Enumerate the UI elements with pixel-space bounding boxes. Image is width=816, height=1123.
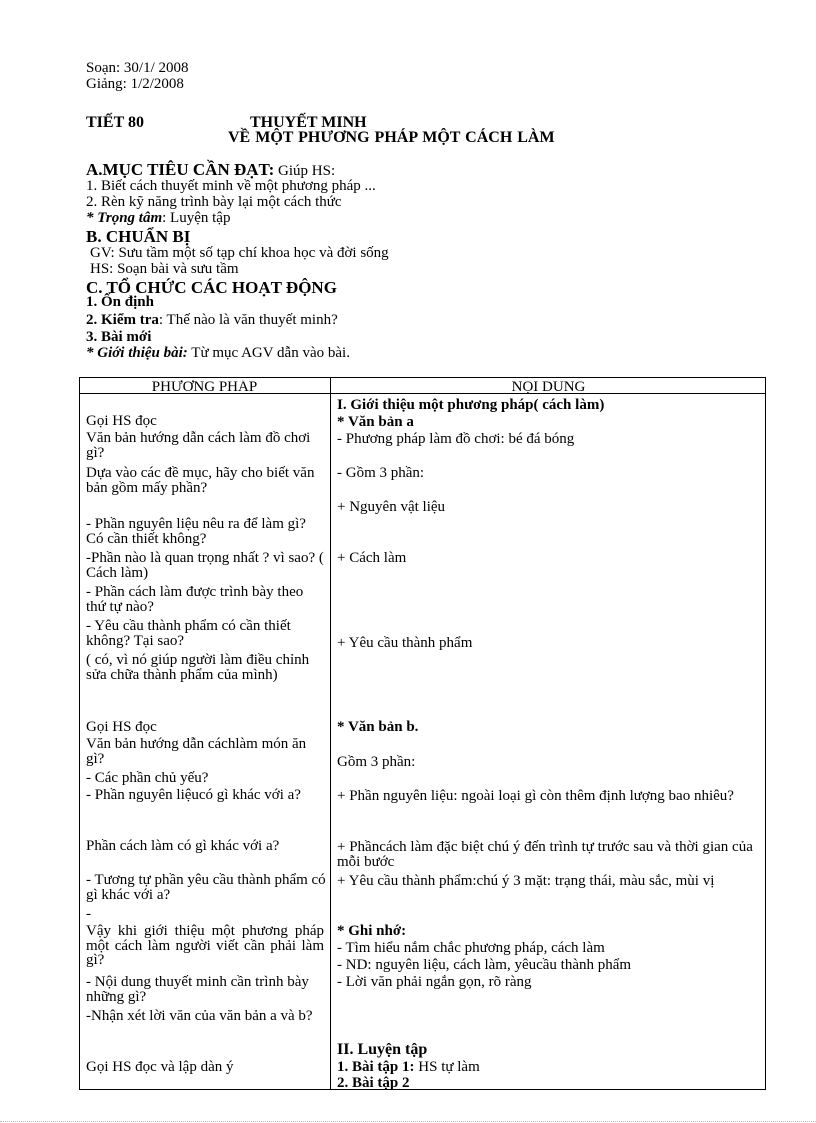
content-text-b-line: Gồm 3 phần: [337,754,416,770]
title-line-2: VỀ MỘT PHƯƠNG PHÁP MỘT CÁCH LÀM [228,129,555,146]
method-item: Gọi HS đọc [86,413,157,429]
step-1: 1. Ổn định [86,294,154,310]
content-text-a-part: + Yêu cầu thành phẩm [337,635,473,651]
content-section-1: I. Giới thiệu một phương pháp( cách làm) [337,397,605,413]
method-item: Dựa vào các đề mục, hãy cho biết văn bản gồm mấy phần? [86,465,315,496]
section-b-heading: B. CHUẨN BỊ [86,227,191,246]
lesson-number: TIẾT 80 [86,114,144,131]
prep-student: HS: Soạn bài và sưu tầm [90,261,239,277]
content-remember-item: - Tìm hiểu nắm chắc phương pháp, cách làm [337,940,605,956]
method-item: - [86,906,91,922]
method-item: - Tương tự phần yêu cầu thành phẩm có gì khác với a? [86,872,326,903]
objective-1: 1. Biết cách thuyết minh về một phương pháp ... [86,178,376,194]
content-text-b-part: + Yêu cầu thành phẩm:chú ý 3 mặt: trạng thái, màu sắc, mùi vị [337,873,715,889]
section-a-heading: A.MỤC TIÊU CẦN ĐẠT: [86,160,275,179]
section-a-heading-suffix: Giúp HS: [278,163,336,179]
method-item: - Phần cách làm được trình bày theo thứ tự nào? [86,584,304,615]
method-item: ( có, vì nó giúp người làm điều chỉnh sửa chữa thành phẩm của mình) [86,652,310,683]
content-section-2: II. Luyện tập [337,1041,428,1058]
col-header-content: NỘI DUNG [511,380,586,394]
content-text-b-part: + Phầncách làm đặc biệt chú ý đến trình tự trước sau và thời gian của mỗi bước [337,839,753,870]
method-item: Gọi HS đọc và lập dàn ý [86,1059,234,1075]
method-item: -Phần nào là quan trọng nhất ? vì sao? ( Cách làm) [86,550,324,581]
method-item: - Phần nguyên liệucó gì khác với a? [86,787,301,803]
content-text-a-line: - Phương pháp làm đồ chơi: bé đá bóng [337,431,575,447]
intro-value: Từ mục AGV dẫn vào bài. [187,345,350,361]
method-item: Vậy khi giới thiệu một phương pháp một cách làm người viết cần phải làm gì? [86,923,324,969]
section-a-heading-row [86,162,335,179]
method-item: Phần cách làm có gì khác với a? [86,838,280,854]
page-bottom-dotted-line [0,1121,816,1122]
content-text-a-line: - Gồm 3 phần: [337,465,425,481]
step-2-label: 2. Kiểm tra [86,312,159,328]
method-item: Gọi HS đọc [86,719,157,735]
intro-row [86,346,350,361]
focus-value: : Luyện tập [162,210,231,226]
content-text-a-part: + Nguyên vật liệu [337,499,446,515]
focus-row [86,211,230,226]
section-c-heading: C. TỔ CHỨC CÁC HOẠT ĐỘNG [86,278,337,297]
method-item: - Phần nguyên liệu nêu ra để làm gì? Có cần thiết không? [86,516,306,547]
content-text-b-heading: * Văn bản b. [337,719,419,735]
table-column-divider [330,377,331,1090]
prep-teacher: GV: Sưu tầm một số tạp chí khoa học và đời sống [90,245,389,261]
content-text-a-part: + Cách làm [337,550,407,566]
content-remember-item: - ND: nguyên liệu, cách làm, yêucầu thành phẩm [337,957,632,973]
exercise-1-value: HS tự làm [414,1059,480,1075]
date-giang: Giảng: 1/2/2008 [86,76,184,92]
exercise-2-label: 2. Bài tập 2 [337,1076,410,1089]
method-item: Văn bản hướng dẫn cách làm đồ chơi gì? [86,430,311,461]
step-2-row [86,313,338,328]
content-remember-heading: * Ghi nhớ: [337,923,407,939]
date-soan: Soạn: 30/1/ 2008 [86,60,189,76]
method-item: - Nội dung thuyết minh cần trình bày những gì? [86,974,309,1005]
exercise-1-label: 1. Bài tập 1: [337,1059,415,1075]
focus-label: * Trọng tâm [86,210,163,226]
method-item: - Các phần chủ yếu? [86,770,209,786]
content-text-b-part: + Phần nguyên liệu: ngoài loại gì còn thêm định lượng bao nhiêu? [337,788,734,804]
step-2-value: : Thế nào là văn thuyết minh? [158,312,338,328]
step-3: 3. Bài mới [86,329,152,345]
exercise-1-row [337,1060,762,1075]
col-header-method: PHƯƠNG PHÁP [151,380,258,394]
content-remember-item: - Lời văn phải ngắn gọn, rõ ràng [337,974,532,990]
method-item: Văn bản hướng dẫn cáchlàm món ăn gì? [86,736,307,767]
method-item: - Yêu cầu thành phẩm có cần thiết không? Tại sao? [86,618,291,649]
intro-label: * Giới thiệu bài: [86,345,188,361]
content-text-a-heading: * Văn bản a [337,414,414,430]
title-line-1: THUYẾT MINH [250,114,367,131]
objective-2: 2. Rèn kỹ năng trình bày lại một cách thức [86,194,342,210]
method-item: -Nhận xét lời văn của văn bản a và b? [86,1008,313,1024]
